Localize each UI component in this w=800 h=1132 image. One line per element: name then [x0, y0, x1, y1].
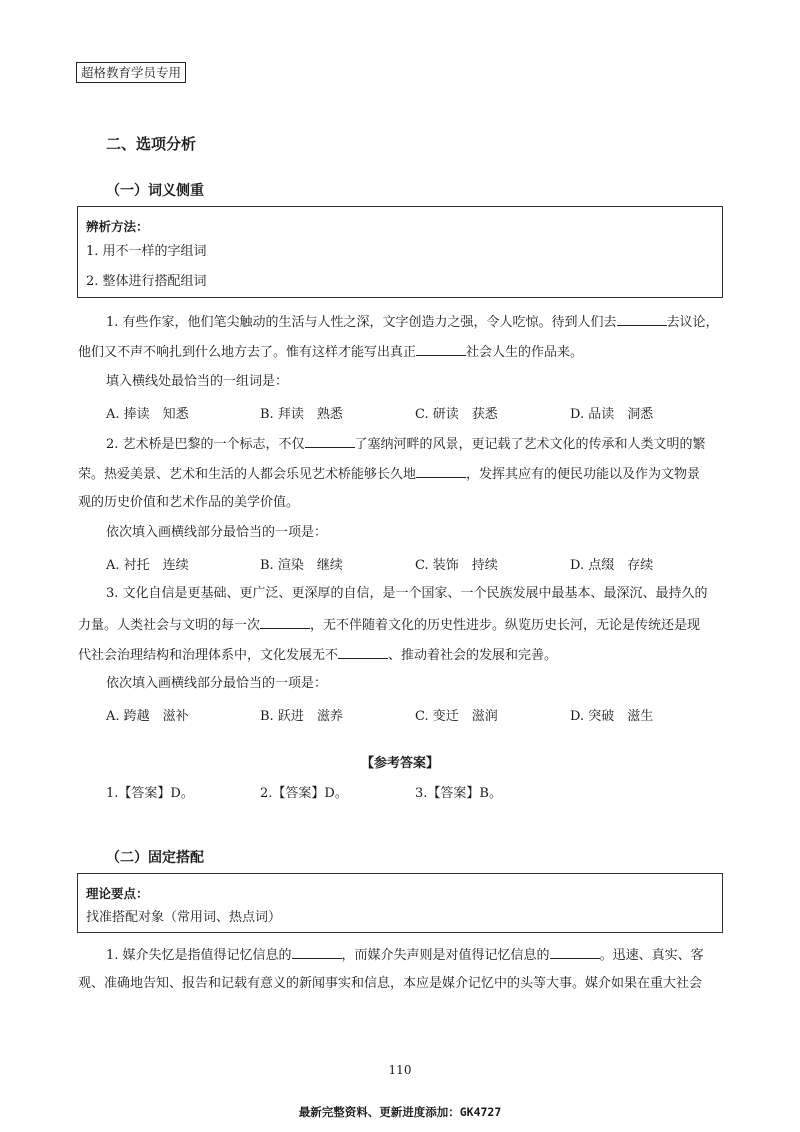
q3-blank-2 — [338, 646, 388, 659]
answers-title: 【参考答案】 — [360, 756, 439, 771]
header-tag: 超格教育学员专用 — [76, 62, 186, 83]
q3-line-2 — [78, 616, 700, 634]
answer-2: 2.【答案】D。 — [260, 786, 348, 801]
q4-text-1b: ，而媒介失声则是对值得记忆信息的 — [341, 948, 550, 963]
q3-option-b: B. 跃进 滋养 — [260, 709, 343, 724]
q2-line-2 — [78, 465, 700, 483]
section-title: 二、选项分析 — [106, 135, 197, 153]
q1-prompt: 填入横线处最恰当的一组词是： — [106, 374, 289, 389]
subsection-title-1: （一）词义侧重 — [106, 183, 204, 199]
footer-note: 最新完整资料、更新进度添加：GK4727 — [298, 1105, 502, 1119]
q2-text-2a: 荣。热爱美景、艺术和生活的人都会乐见艺术桥能够长久地 — [78, 467, 417, 482]
q3-text-2b: ，无不伴随着文化的历史性进步。纵览历史长河，无论是传统还是现 — [310, 618, 701, 633]
q1-line-2 — [78, 343, 583, 361]
q3-line-1: 3. 文化自信是更基础、更广泛、更深厚的自信，是一个国家、一个民族发展中最基本、最深沉、最持久的 — [106, 586, 708, 601]
q4-text-1c: 。迅速、真实、客 — [599, 948, 704, 963]
q3-text-3b: 、推动着社会的发展和完善。 — [388, 648, 558, 663]
q1-option-c: C. 研读 获悉 — [415, 407, 498, 422]
q2-text-1b: 了塞纳河畔的风景，更记载了艺术文化的传承和人类文明的繁 — [354, 437, 706, 452]
method-box-title: 辨析方法： — [86, 219, 149, 234]
q4-blank-1 — [292, 946, 342, 959]
q1-option-d: D. 品读 洞悉 — [570, 407, 654, 422]
q2-option-b: B. 渲染 继续 — [260, 558, 343, 573]
method-item-1: 1. 用不一样的字组词 — [86, 244, 207, 259]
q3-option-d: D. 突破 滋生 — [570, 709, 654, 724]
theory-item: 找准搭配对象（常用词、热点词） — [86, 910, 282, 925]
q4-blank-2 — [550, 946, 600, 959]
q2-text-1a: 2. 艺术桥是巴黎的一个标志，不仅 — [106, 437, 305, 452]
theory-box — [77, 873, 723, 933]
q1-text-1b: 去议论， — [666, 315, 719, 330]
q2-text-2b: ，发挥其应有的便民功能以及作为文物景 — [466, 467, 701, 482]
method-box — [77, 206, 723, 298]
subsection-title-2: （二）固定搭配 — [106, 850, 204, 866]
q2-blank-1 — [305, 435, 355, 448]
q3-option-c: C. 变迁 滋润 — [415, 709, 498, 724]
q3-text-3a: 代社会治理结构和治理体系中，文化发展无不 — [78, 648, 339, 663]
q4-text-1a: 1. 媒介失忆是指值得记忆信息的 — [106, 948, 292, 963]
q1-blank-2 — [416, 343, 466, 356]
q3-line-3 — [78, 646, 557, 664]
q1-line-1 — [106, 313, 719, 331]
answer-1: 1.【答案】D。 — [106, 786, 194, 801]
q1-text-2a: 他们又不声不响扎到什么地方去了。惟有这样才能写出真正 — [78, 345, 417, 360]
q2-option-c: C. 装饰 持续 — [415, 558, 498, 573]
q3-option-a: A. 跨越 滋补 — [106, 709, 189, 724]
page-number: 110 — [388, 1063, 412, 1077]
q2-prompt: 依次填入画横线部分最恰当的一项是： — [106, 525, 328, 540]
q1-option-b: B. 拜读 熟悉 — [260, 407, 343, 422]
q1-text-2b: 社会人生的作品来。 — [466, 345, 584, 360]
q1-blank-1 — [617, 313, 667, 326]
theory-box-title: 理论要点： — [86, 886, 149, 901]
q4-line-1 — [106, 946, 704, 964]
q2-line-1 — [106, 435, 706, 453]
method-item-2: 2. 整体进行搭配组词 — [86, 274, 207, 289]
q3-prompt: 依次填入画横线部分最恰当的一项是： — [106, 676, 328, 691]
q3-text-2a: 力量。人类社会与文明的每一次 — [78, 618, 261, 633]
q2-line-3: 观的历史价值和艺术作品的美学价值。 — [78, 495, 300, 510]
q1-option-a: A. 捧读 知悉 — [106, 407, 189, 422]
q2-blank-2 — [416, 465, 466, 478]
q3-blank-1 — [260, 616, 310, 629]
q4-line-2: 观、准确地告知、报告和记载有意义的新闻事实和信息，本应是媒介记忆中的头等大事。媒介如果在重大社会 — [78, 976, 703, 991]
answer-3: 3.【答案】B。 — [415, 786, 502, 801]
q2-option-d: D. 点缀 存续 — [570, 558, 654, 573]
q2-option-a: A. 衬托 连续 — [106, 558, 189, 573]
q1-text-1a: 1. 有些作家，他们笔尖触动的生活与人性之深，文字创造力之强，令人吃惊。待到人们去 — [106, 315, 617, 330]
